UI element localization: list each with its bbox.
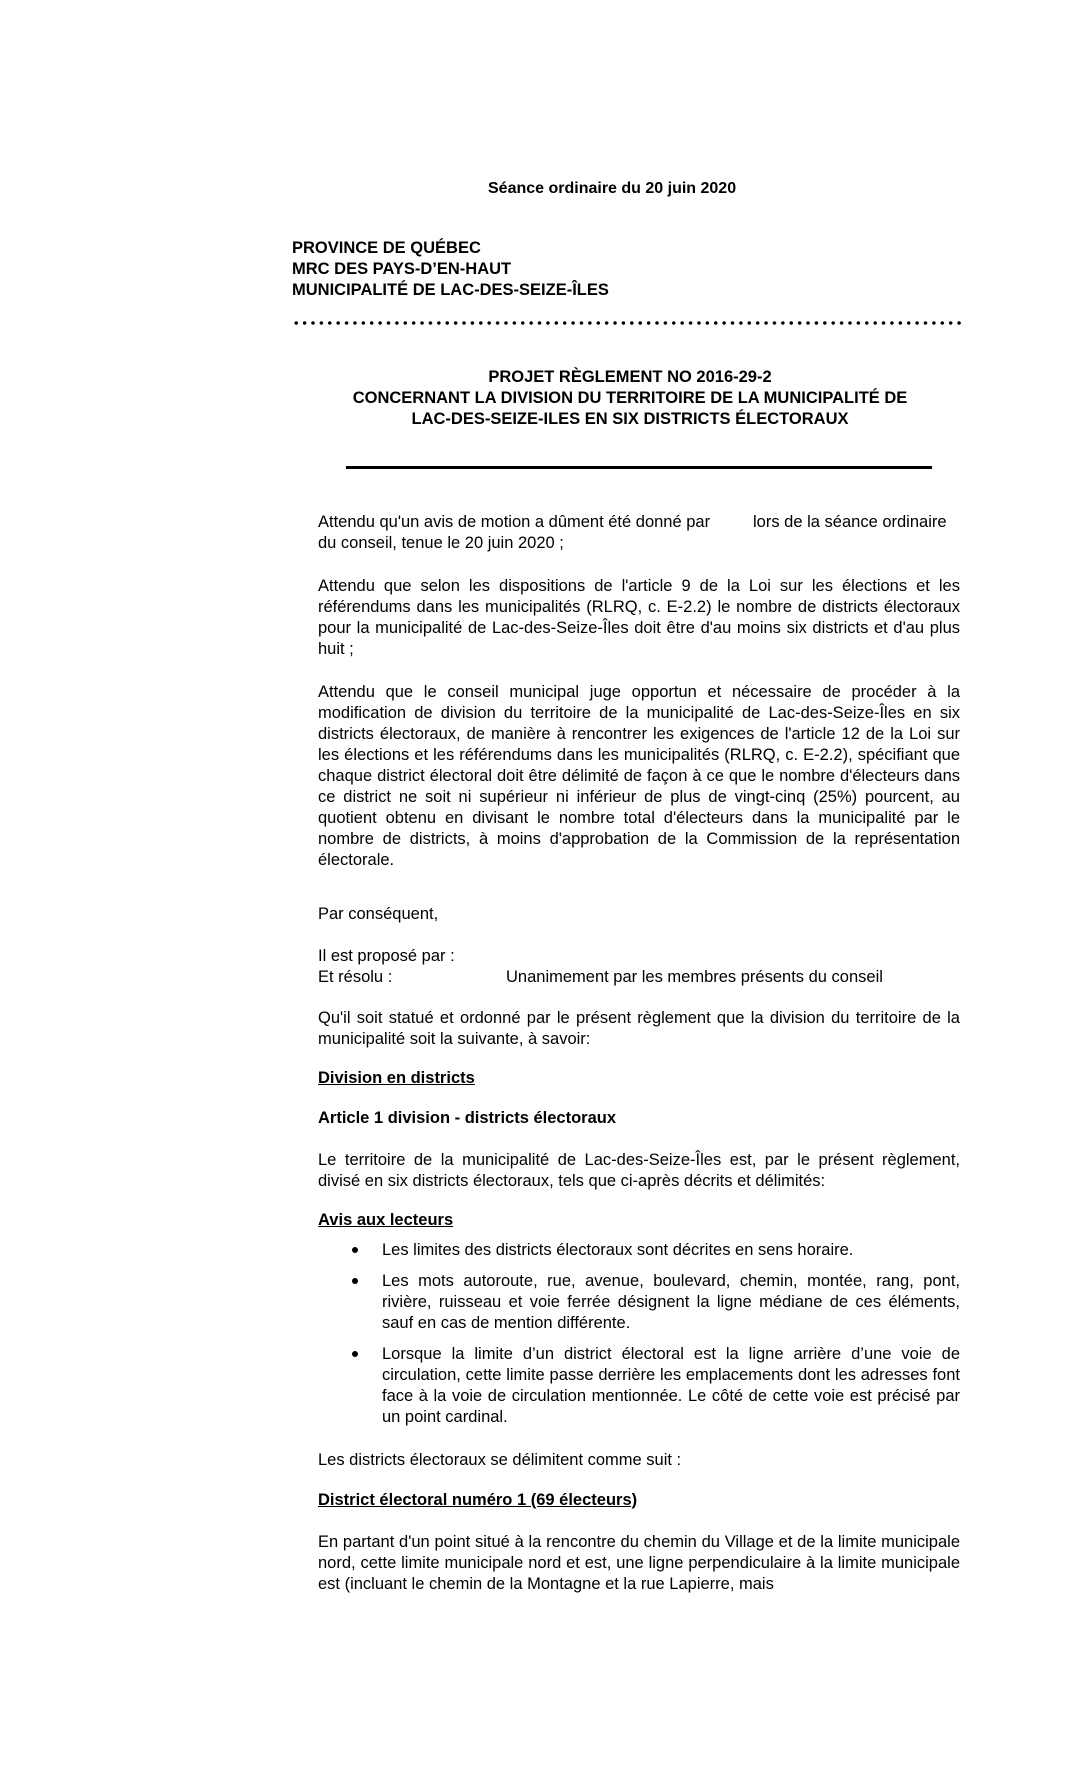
- regulation-title: [300, 367, 960, 430]
- title-line-2: CONCERNANT LA DIVISION DU TERRITOIRE DE LA MUNICIPALITÉ DE: [352, 389, 908, 407]
- avis-motion-text-b: lors de la séance ordinaire: [753, 513, 947, 531]
- par-consequent: Par conséquent,: [318, 905, 439, 923]
- paragraph-article-12: Attendu que le conseil municipal juge opportun et nécessaire de procéder à la modification de division du territoire de la municipalité de Lac-des-Seize-Îles en six districts électoraux, de manière à rencontrer les exigences de l'article 12 de la Loi sur les élections et les référendums dans les municipalités (RLRQ, c. E-2.2), spécifiant que chaque district électoral doit être délimité de façon à ce que le nombre d'électeurs dans ce district ne soit ni supérieur ni inférieur de plus de vingt-cinq (25%) pourcent, au quotient obtenu en divisant le nombre total d'électeurs dans la municipalité par le nombre de districts, à moins d'approbation de la Commission de la représentation électorale.: [318, 683, 960, 869]
- session-title: Séance ordinaire du 20 juin 2020: [488, 180, 737, 197]
- avis-bullet-list: [382, 1240, 960, 1438]
- bullet-icon: [352, 1278, 358, 1284]
- list-item: Les limites des districts électoraux sont décrites en sens horaire.: [382, 1240, 960, 1261]
- paragraph-avis-motion: [318, 512, 960, 554]
- list-item: Lorsque la limite d’un district électoral est la ligne arrière d’une voie de circulation, cette limite passe derrière les emplacements dont les adresses font face à la voie de circulation mentionnée. Le côté de cette voie est précisé par un point cardinal.: [382, 1344, 960, 1428]
- paragraph-delimitent: Les districts électoraux se délimitent comme suit :: [318, 1451, 682, 1469]
- paragraph-article-1: Le territoire de la municipalité de Lac-des-Seize-Îles est, par le présent règlement, divisé en six districts électoraux, tels que ci-après décrits et délimités:: [318, 1151, 960, 1190]
- heading-district-1: District électoral numéro 1 (69 électeurs): [318, 1491, 638, 1509]
- bullet-icon: [352, 1351, 358, 1357]
- title-underline-rule: [346, 466, 932, 469]
- heading-avis-lecteurs: Avis aux lecteurs: [318, 1211, 454, 1229]
- title-line-1: PROJET RÈGLEMENT NO 2016-29-2: [488, 368, 772, 386]
- resolu-label: Et résolu :: [318, 968, 393, 986]
- paragraph-statue: Qu'il soit statué et ordonné par le présent règlement que la division du territoire de la municipalité soit la suivante, à savoir:: [318, 1009, 960, 1048]
- title-line-3: LAC-DES-SEIZE-ILES EN SIX DISTRICTS ÉLECTORAUX: [411, 410, 849, 428]
- dotted-separator: [292, 320, 964, 326]
- avis-motion-text-c: du conseil, tenue le 20 juin 2020 ;: [318, 534, 564, 552]
- propose-label: Il est proposé par :: [318, 947, 455, 965]
- header-mrc: MRC DES PAYS-D’EN-HAUT: [292, 260, 512, 278]
- list-item: Les mots autoroute, rue, avenue, boulevard, chemin, montée, rang, pont, rivière, ruisseau et voie ferrée désignent la ligne médiane de ces éléments, sauf en cas de mention différente.: [382, 1271, 960, 1334]
- paragraph-article-9: Attendu que selon les dispositions de l'article 9 de la Loi sur les élections et les référendums dans les municipalités (RLRQ, c. E-2.2) le nombre de districts électoraux pour la municipalité de Lac-des-Seize-Îles doit être d'au moins six districts et d'au plus huit ;: [318, 577, 960, 658]
- header-province: PROVINCE DE QUÉBEC: [292, 239, 481, 257]
- header-municipality: MUNICIPALITÉ DE LAC-DES-SEIZE-ÎLES: [292, 281, 609, 299]
- avis-motion-text-a: Attendu qu'un avis de motion a dûment été donné par: [318, 513, 711, 531]
- heading-article-1: Article 1 division - districts électoraux: [318, 1109, 617, 1127]
- paragraph-district-1: En partant d'un point situé à la rencontre du chemin du Village et de la limite municipale nord, cette limite municipale nord et est, une ligne perpendiculaire à la limite municipale est (incluant le chemin de la Montagne et la rue Lapierre, mais: [318, 1533, 960, 1593]
- resolu-value: Unanimement par les membres présents du conseil: [506, 968, 883, 986]
- heading-division-districts: Division en districts: [318, 1069, 475, 1087]
- header-block: [292, 238, 609, 301]
- bullet-icon: [352, 1247, 358, 1253]
